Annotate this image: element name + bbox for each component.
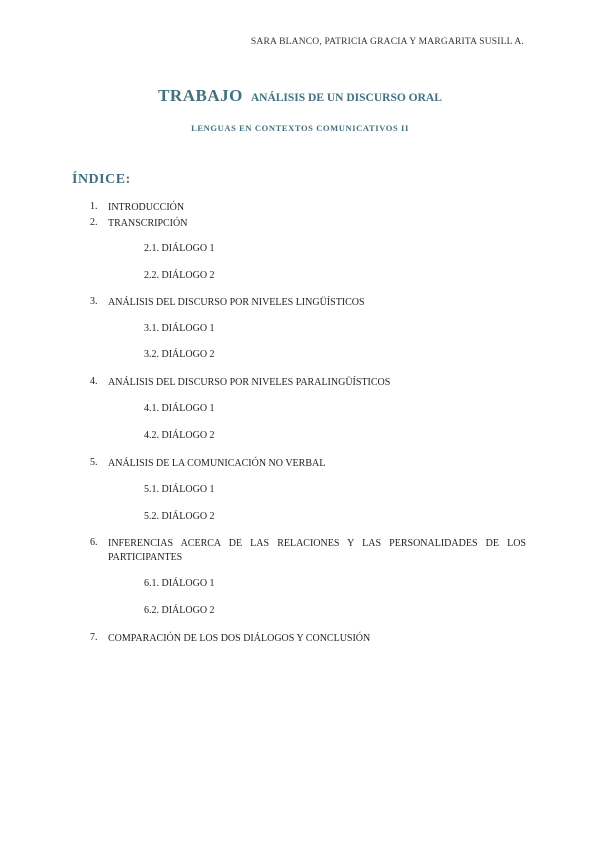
toc-item-4 (90, 376, 526, 390)
toc-subitem-5-2: 5.2. DIÁLOGO 2 (144, 511, 215, 522)
toc-subitem-3-1: 3.1. DIÁLOGO 1 (144, 323, 215, 334)
toc-subitem-3-2: 3.2. DIÁLOGO 2 (144, 349, 215, 360)
toc-item-text: TRANSCRIPCIÓN (108, 218, 188, 229)
toc-item-text: INTRODUCCIÓN (108, 202, 185, 213)
toc-item-number: 6. (90, 537, 98, 548)
toc-subitem-4-2: 4.2. DIÁLOGO 2 (144, 430, 215, 441)
toc-item-number: 2. (90, 217, 98, 228)
toc-item-text: ANÁLISIS DE LA COMUNICACIÓN NO VERBAL (108, 458, 326, 469)
toc-subitem-6-1: 6.1. DIÁLOGO 1 (144, 578, 215, 589)
index-heading: ÍNDICE: (72, 172, 131, 187)
toc-item-number: 3. (90, 296, 98, 307)
author-names: SARA BLANCO, PATRICIA GRACIA Y MARGARITA SUSILL A. (250, 37, 524, 47)
toc-item-7 (90, 632, 526, 646)
document-subtitle: LENGUAS EN CONTEXTOS COMUNICATIVOS II (191, 123, 409, 133)
toc-subitem-4-1: 4.1. DIÁLOGO 1 (144, 403, 215, 414)
toc-subitem-2-1: 2.1. DIÁLOGO 1 (144, 243, 215, 254)
toc-item-number: 1. (90, 201, 98, 212)
toc-item-text: COMPARACIÓN DE LOS DOS DIÁLOGOS Y CONCLUSIÓN (108, 633, 371, 644)
toc-item-text: INFERENCIAS ACERCA DE LAS RELACIONES Y LAS PERSONALIDADES DE LOS PARTICIPANTES (108, 538, 526, 563)
toc-item-number: 7. (90, 632, 98, 643)
title-main: TRABAJO (158, 86, 243, 105)
title-sub: ANÁLISIS DE UN DISCURSO ORAL (250, 92, 442, 104)
toc-subitem-2-2: 2.2. DIÁLOGO 2 (144, 270, 215, 281)
toc-subitem-6-2: 6.2. DIÁLOGO 2 (144, 605, 215, 616)
document-title (0, 86, 600, 106)
toc-item-5 (90, 457, 526, 471)
toc-item-2 (90, 217, 526, 231)
toc-item-3 (90, 296, 526, 310)
toc-subitem-5-1: 5.1. DIÁLOGO 1 (144, 484, 215, 495)
toc-item-text: ANÁLISIS DEL DISCURSO POR NIVELES LINGÜÍSTICOS (108, 297, 365, 308)
toc-item-number: 4. (90, 376, 98, 387)
toc-item-1 (90, 201, 526, 215)
toc-item-6 (90, 537, 526, 565)
toc-item-number: 5. (90, 457, 98, 468)
toc-item-text: ANÁLISIS DEL DISCURSO POR NIVELES PARALINGÜÍSTICOS (108, 377, 391, 388)
